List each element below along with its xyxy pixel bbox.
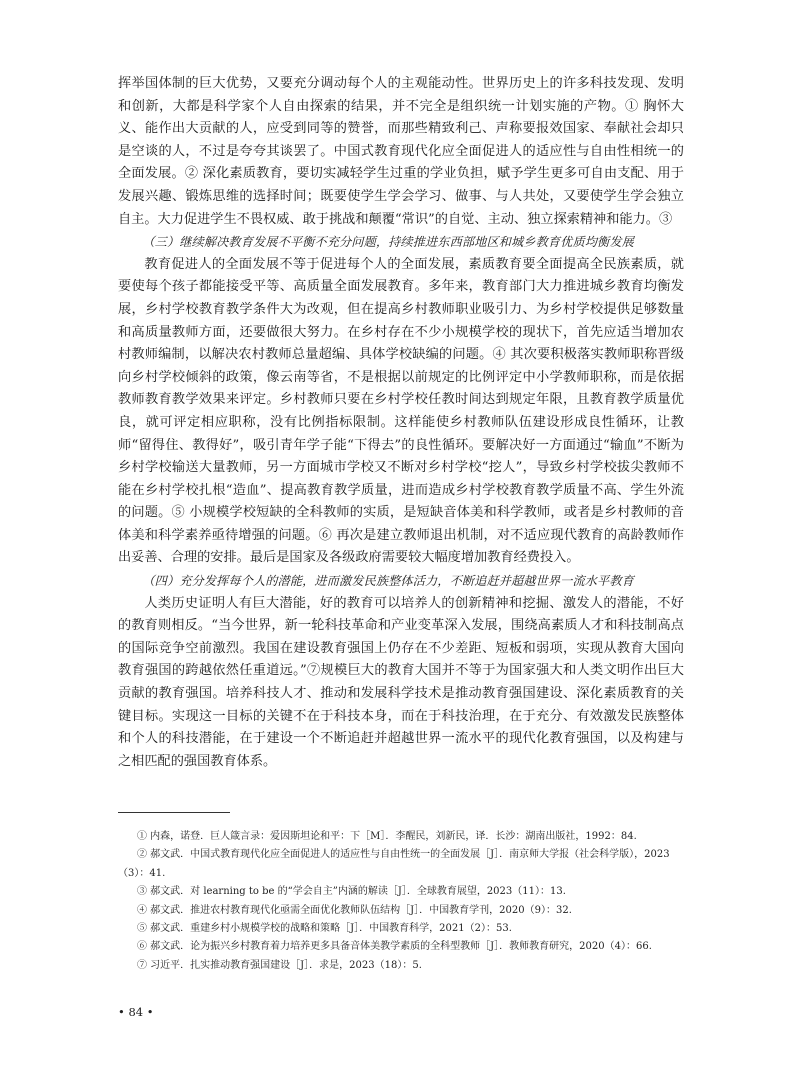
footnote-5: ⑤ 郝文武．重建乡村小规模学校的战略和策略［J］．中国教育科学，2021（2）：53. [137,923,512,935]
paragraph-2: 教育促进人的全面发展不等于促进每个人的全面发展，素质教育要全面提高全民族素质，就要使每个孩子都能接受平等、高质量全面发展教育。多年来，教育部门大力推进城乡教育均衡发展，乡村学校教育教学条件大为改观，但在提高乡村教师职业吸引力、为乡村学校提供足够数量和高质量教师方面，还要做很大努力。在乡村存在不少小规模学校的现状下，首先应适当增加农村教师编制，以解决农村教师总量超编、具体学校缺编的问题。④ 其次要积极落实教师职称晋级向乡村学校倾斜的政策，像云南等省，不是根据以前规定的比例评定中小学教师职称，而是依据教师教育教学效果来评定。乡村教师只要在乡村学校任教时间达到规定年限，且教育教学质量优良，就可评定相应职称，没有比例指标限制。这样能使乡村教师队伍建设形成良性循环，让教师“留得住、教得好”，吸引青年学子能“下得去”的良性循环。要解决好一方面通过“输血”不断为乡村学校输送大量教师，另一方面城市学校又不断对乡村学校“挖人”，导致乡村学校拔尖教师不能在乡村学校扎根“造血”、提高教育教学质量，进而造成乡村学校教育教学质量不高、学生外流的问题。⑤ 小规模学校短缺的全科教师的实质，是短缺音体美和科学教师，或者是乡村教师的音体美和科学素养亟待增强的问题。⑥ 再次是建立教师退出机制，对不适应现代教育的高龄教师作出妥善、合理的安排。最后是国家及各级政府需要较大幅度增加教育经费投入。 [118,256,684,566]
footnote-2: ② 郝文武．中国式教育现代化应全面促进人的适应性与自由性统一的全面发展［J］．南京师大学报（社会科学版），2023（3）：41. [118,849,670,879]
body-text [118,73,684,773]
footnote-4: ④ 郝文武．推进农村教育现代化亟需全面优化教师队伍结构［J］．中国教育学刊，2020（9）：32. [137,904,572,916]
paragraph-1: 挥举国体制的巨大优势，又要充分调动每个人的主观能动性。世界历史上的许多科技发现、发明和创新，大都是科学家个人自由探索的结果，并不完全是组织统一计划实施的产物。① 胸怀大义、能作出大贡献的人，应受到同等的赞誉，而那些精致利己、声称要报效国家、奉献社会却只是空谈的人，不过是夸夸其谈罢了。中国式教育现代化应全面促进人的适应性与自由性相统一的全面发展。② 深化素质教育，要切实减轻学生过重的学业负担，赋予学生更多可自由支配、用于发展兴趣、锻炼思维的选择时间；既要使学生学会学习、做事、与人共处，又要使学生学会独立自主。大力促进学生不畏权威、敢于挑战和颠覆“常识”的自觉、主动、独立探索精神和能力。③ [118,76,684,227]
footnote-6: ⑥ 郝文武．论为振兴乡村教育着力培养更多具备音体美教学素质的全科型教师［J］．教师教育研究，2020（4）：66. [137,941,652,953]
footnotes [118,828,684,975]
footnote-1: ① 内森，诺登．巨人箴言录：爱因斯坦论和平：下［M］．李醒民，刘新民，译．长沙：湖南出版社，1992：84. [137,831,637,842]
footnote-divider [118,812,230,813]
page-number: • 84 • [118,1005,154,1019]
paragraph-3: 人类历史证明人有巨大潜能，好的教育可以培养人的创新精神和挖掘、激发人的潜能，不好的教育则相反。“当今世界，新一轮科技革命和产业变革深入发展，围绕高素质人才和科技制高点的国际竞争空前激烈。我国在建设教育强国上仍存在不少差距、短板和弱项，实现从教育大国向教育强国的跨越依然任重道远。”⑦规模巨大的教育大国并不等于为国家强大和人类文明作出巨大贡献的教育强国。培养科技人才、推动和发展科学技术是推动教育强国建设、深化素质教育的关键目标。实现这一目标的关键不在于科技本身，而在于科技治理，在于充分、有效激发民族整体和个人的科技潜能，在于建设一个不断追赶并超越世界一流水平的现代化教育强国，以及构建与之相匹配的强国教育体系。 [118,595,684,769]
footnote-7: ⑦ 习近平．扎实推动教育强国建设［J］．求是，2023（18）：5. [137,959,422,971]
section-heading-3: （三）继续解决教育发展不平衡不充分问题，持续推进东西部地区和城乡教育优质均衡发展 [142,235,634,250]
footnote-3: ③ 郝文武．对 learning to be 的“学会自主”内涵的解读［J］．全球教育展望，2023（11）：13. [137,886,566,898]
section-heading-4: （四）充分发挥每个人的潜能，进而激发民族整体活力，不断追赶并超越世界一流水平教育 [142,574,634,589]
